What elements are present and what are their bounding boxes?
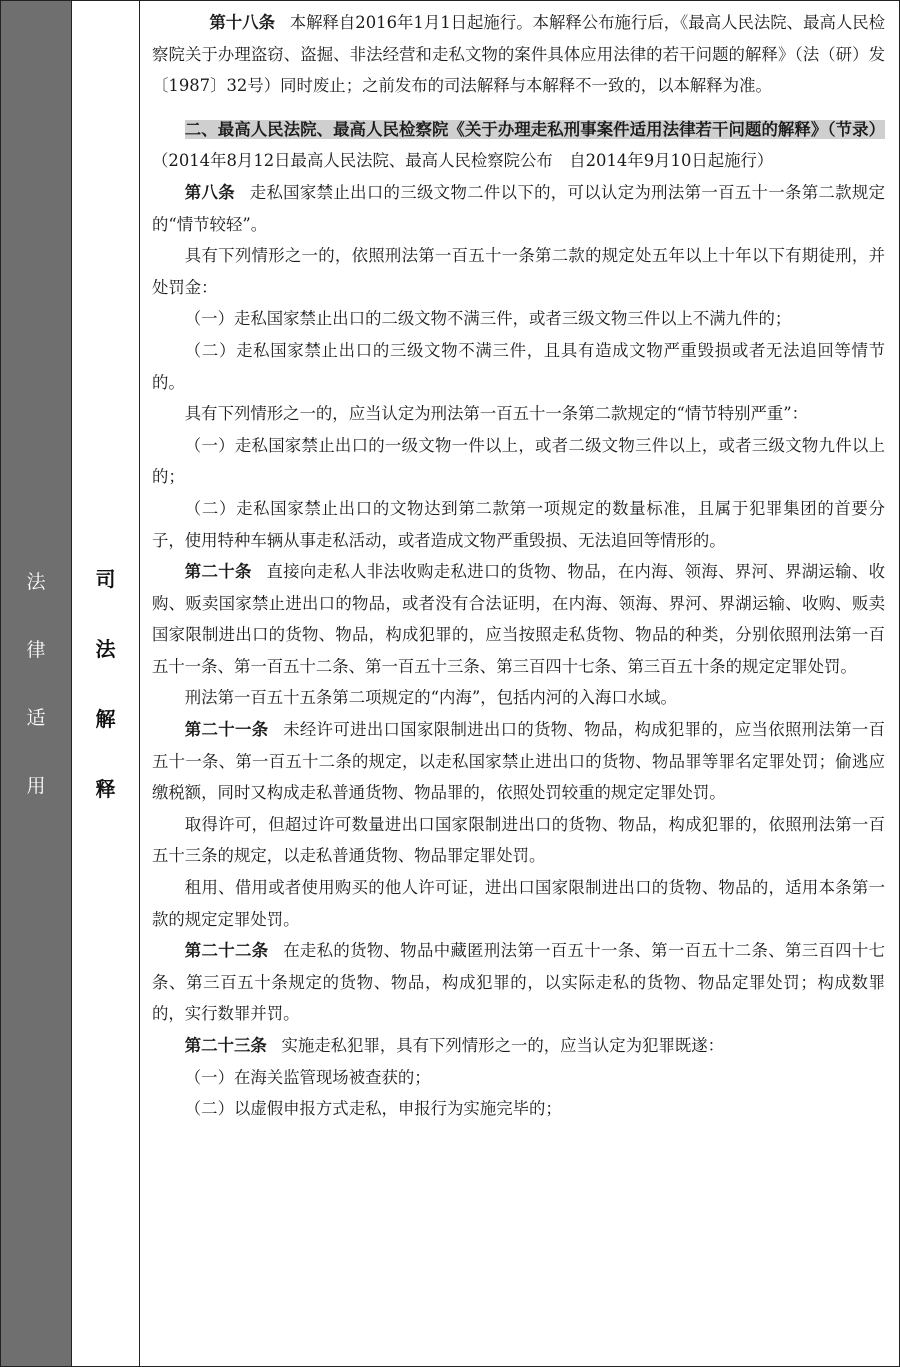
paragraph (152, 1062, 885, 1094)
paragraph-text: （2014年8月12日最高人民法院、最高人民检察院公布 自2014年9月10日起施行） (152, 151, 774, 171)
paragraph (152, 714, 885, 809)
paragraph (152, 303, 885, 335)
paragraph (152, 1030, 885, 1062)
paragraph-text: 直接向走私人非法收购走私进口的货物、物品，在内海、领海、界河、界湖运输、收购、贩卖国家禁止进出口的物品，或者没有合法证明，在内海、领海、界河、界湖运输、收购、贩卖国家限制进出口的货物、物品，构成犯罪的，应当按照走私货物、物品的种类，分别依照刑法第一百五十一条、第一百五十二条、第一百五十三条、第三百四十七条、第三百五十条的规定定罪处罚。 (152, 562, 885, 676)
article-number: 第十八条 (209, 13, 275, 32)
paragraph (152, 335, 885, 398)
paragraph-text: （一）走私国家禁止出口的一级文物一件以上，或者二级文物三件以上，或者三级文物九件以上的； (152, 435, 885, 487)
subcategory-label: 司法解释 (95, 566, 116, 801)
paragraph-text: （二）走私国家禁止出口的文物达到第二款第一项规定的数量标准，且属于犯罪集团的首要分子，使用特种车辆从事走私活动，或者造成文物严重毁损、无法追回等情形的。 (152, 498, 885, 550)
paragraph-text: （二）走私国家禁止出口的三级文物不满三件，且具有造成文物严重毁损或者无法追回等情节的。 (152, 340, 885, 392)
paragraph-text: 在走私的货物、物品中藏匿刑法第一百五十一条、第一百五十二条、第三百四十七条、第三百五十条规定的货物、物品，构成犯罪的，以实际走私的货物、物品定罪处罚；构成数罪的，实行数罪并罚。 (152, 941, 886, 1024)
section-heading: 二、最高人民法院、最高人民检察院《关于办理走私刑事案件适用法律若干问题的解释》（节录） (184, 119, 885, 139)
paragraph-text: 走私国家禁止出口的三级文物二件以下的，可以认定为刑法第一百五十一条第二款规定的“情节较轻”。 (152, 182, 886, 234)
paragraph (152, 556, 885, 682)
paragraph-text: 租用、借用或者使用购买的他人许可证，进出口国家限制进出口的货物、物品的，适用本条第一款的规定定罪处罚。 (152, 878, 885, 929)
article-number: 第二十一条 (184, 720, 269, 740)
paragraph (152, 177, 885, 240)
paragraph (152, 7, 885, 102)
paragraph-text: 未经许可进出口国家限制进出口的货物、物品，构成犯罪的，应当依照刑法第一百五十一条、第一百五十二条的规定，以走私国家禁止进出口的货物、物品罪等罪名定罪处罚；偷逃应缴税额，同时又构成走私普通货物、物品罪的，依照处罚较重的规定定罪处罚。 (152, 720, 886, 803)
paragraph (152, 935, 885, 1030)
paragraph-text: 刑法第一百五十五条第二项规定的“内海”，包括内河的入海口水域。 (184, 688, 677, 708)
paragraph (152, 430, 885, 493)
paragraph-text: 取得许可，但超过许可数量进出口国家限制进出口的货物、物品，构成犯罪的，依照刑法第一百五十三条的规定，以走私普通货物、物品罪定罪处罚。 (152, 814, 885, 866)
article-number: 第二十三条 (184, 1036, 267, 1055)
paragraph (152, 398, 885, 430)
article-number: 第二十二条 (184, 941, 269, 961)
paragraph-text: （一）在海关监管现场被查获的； (184, 1067, 431, 1087)
paragraph-text: （一）走私国家禁止出口的二级文物不满三件，或者三级文物三件以上不满九件的； (184, 309, 792, 329)
paragraph (152, 493, 885, 556)
subcategory-column (72, 1, 140, 1366)
paragraph-text: 实施走私犯罪，具有下列情形之一的，应当认定为犯罪既遂： (281, 1036, 725, 1055)
paragraph-text: 本解释自2016年1月1日起施行。本解释公布施行后，《最高人民法院、最高人民检察院关于办理盗窃、盗掘、非法经营和走私文物的案件具体应用法律的若干问题的解释》（法（研）发〔1987〕32号）同时废止；之前发布的司法解释与本解释不一致的，以本解释为准。 (152, 13, 886, 96)
paragraph (152, 682, 885, 714)
paragraph-text: （二）以虚假申报方式走私，申报行为实施完毕的； (184, 1099, 562, 1119)
section-heading-paragraph (152, 114, 885, 177)
document-body (140, 1, 899, 1366)
paragraph-text: 具有下列情形之一的，应当认定为刑法第一百五十一条第二款规定的“情节特别严重”： (184, 404, 809, 424)
category-label: 法律适用 (26, 570, 46, 797)
paragraph (152, 809, 885, 872)
paragraph (152, 872, 885, 935)
category-column (1, 1, 72, 1366)
paragraph (152, 240, 885, 303)
article-number: 第八条 (184, 182, 235, 202)
article-number: 第二十条 (184, 562, 252, 582)
paragraph (152, 1093, 885, 1125)
paragraph-text: 具有下列情形之一的，依照刑法第一百五十一条第二款的规定处五年以上十年以下有期徒刑，并处罚金： (152, 246, 885, 297)
